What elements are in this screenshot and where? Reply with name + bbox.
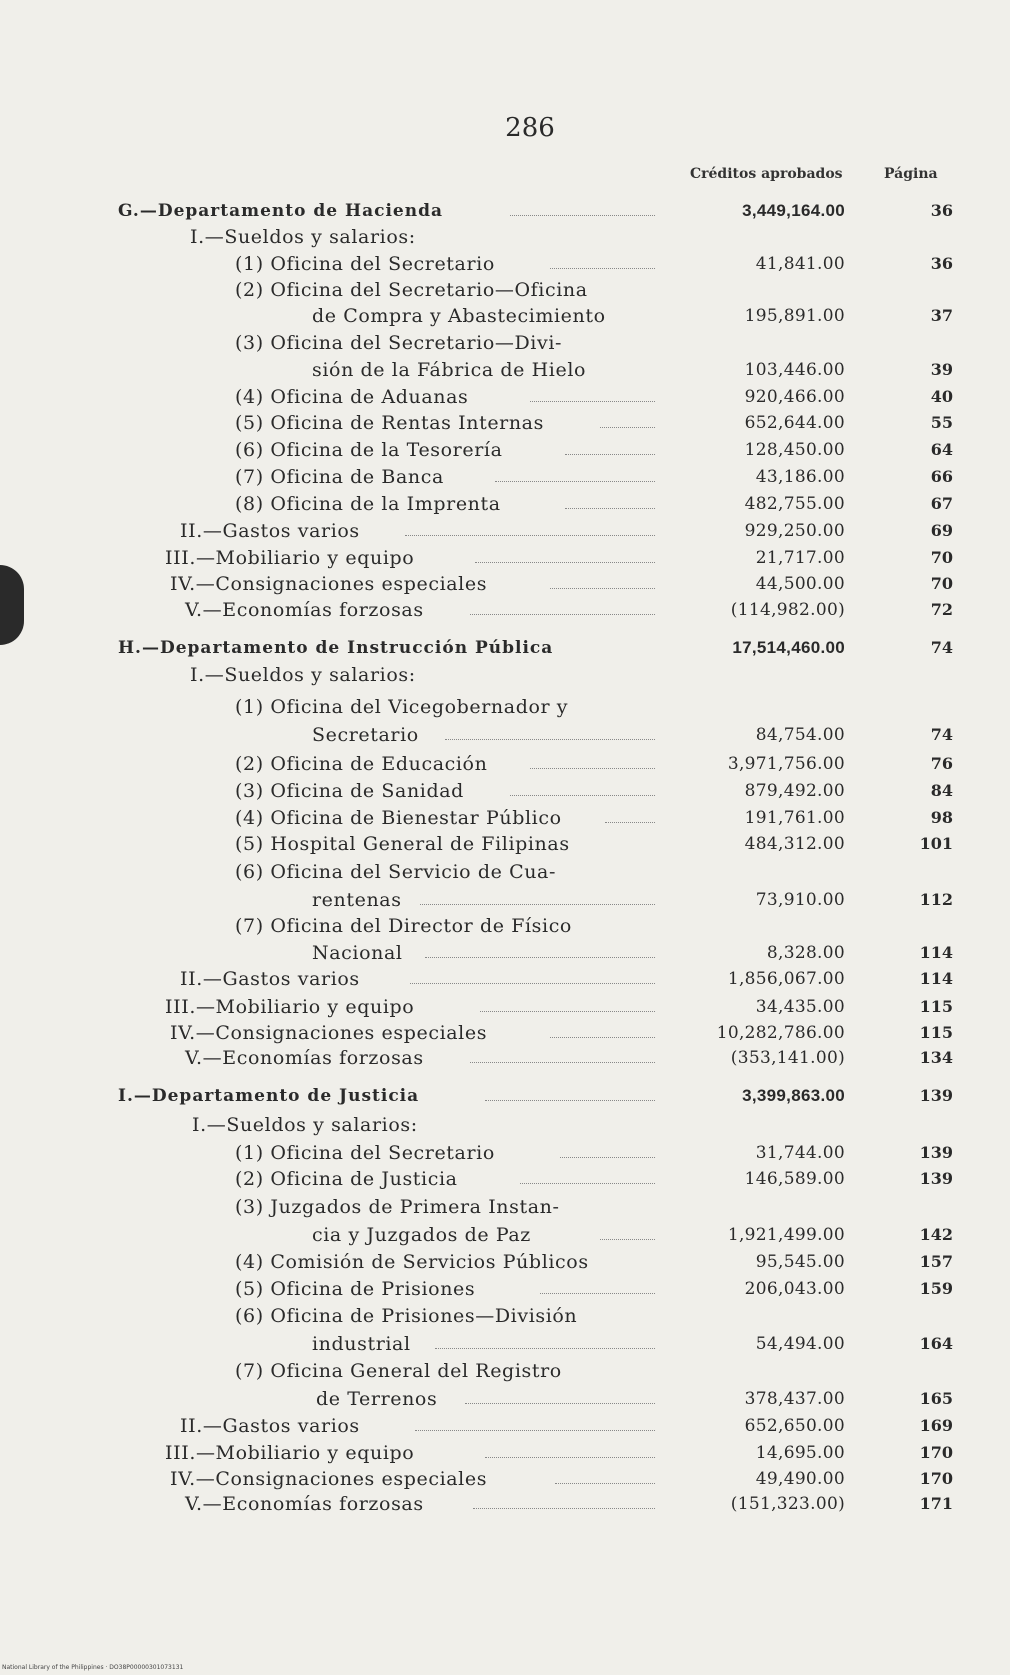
entry-label: II.—Gastos varios — [180, 968, 360, 990]
entry-amount: 1,921,499.00 — [727, 1225, 845, 1245]
entry-label: (4) Oficina de Bienestar Público — [235, 807, 562, 829]
dot-leader — [470, 1062, 655, 1063]
entry-row — [0, 571, 1010, 597]
credits-column-header: Créditos aprobados — [690, 166, 843, 182]
entry-amount: 1,856,067.00 — [727, 969, 845, 989]
entry-row — [0, 224, 1010, 250]
entry-label: IV.—Consignaciones especiales — [170, 1022, 488, 1044]
department-row — [0, 198, 1010, 224]
entry-amount: 31,744.00 — [755, 1143, 845, 1163]
entry-row — [0, 1140, 1010, 1166]
entry-label: V.—Economías forzosas — [185, 1047, 424, 1069]
entry-label: de Compra y Abastecimiento — [312, 305, 606, 327]
entry-page: 36 — [930, 254, 953, 273]
entry-label: (7) Oficina General del Registro — [235, 1360, 562, 1382]
entry-page: 164 — [919, 1334, 953, 1353]
entry-label: (3) Juzgados de Primera Instan- — [235, 1196, 560, 1218]
entry-page: 114 — [919, 943, 953, 962]
entry-label: (6) Oficina del Servicio de Cua- — [235, 861, 557, 883]
entry-label: (5) Hospital General de Filipinas — [235, 833, 570, 855]
entry-page: 115 — [919, 1023, 953, 1042]
department-row — [0, 635, 1010, 661]
entry-page: 134 — [919, 1048, 953, 1067]
entry-amount: 146,589.00 — [744, 1169, 845, 1189]
entry-amount: 378,437.00 — [744, 1389, 845, 1409]
entry-amount: 73,910.00 — [755, 890, 845, 910]
dot-leader — [550, 588, 655, 589]
entry-label: (8) Oficina de la Imprenta — [235, 493, 501, 515]
entry-page: 37 — [930, 306, 953, 325]
entry-row — [0, 913, 1010, 939]
entry-label: (4) Comisión de Servicios Públicos — [235, 1251, 589, 1273]
entry-row — [0, 751, 1010, 777]
entry-row — [0, 887, 1010, 913]
entry-row — [0, 464, 1010, 490]
entry-page: 139 — [919, 1086, 953, 1105]
entry-label: rentenas — [312, 889, 402, 911]
entry-row — [0, 384, 1010, 410]
entry-amount: (114,982.00) — [730, 600, 845, 620]
entry-label: I.—Sueldos y salarios: — [192, 1114, 418, 1136]
entry-page: 170 — [919, 1469, 953, 1488]
entry-label: V.—Economías forzosas — [185, 1493, 424, 1515]
entry-page: 169 — [919, 1416, 953, 1435]
entry-row — [0, 1303, 1010, 1329]
entry-page: 114 — [919, 969, 953, 988]
entry-page: 84 — [930, 781, 953, 800]
entry-amount: 652,644.00 — [744, 413, 845, 433]
entry-page: 39 — [930, 360, 953, 379]
dot-leader — [485, 1100, 655, 1101]
dot-leader — [405, 535, 655, 536]
entry-row — [0, 859, 1010, 885]
entry-row — [0, 1358, 1010, 1384]
entry-row — [0, 1276, 1010, 1302]
entry-amount: 17,514,460.00 — [732, 638, 845, 657]
entry-amount: 49,490.00 — [755, 1469, 845, 1489]
entry-row — [0, 1112, 1010, 1138]
scan-footer: National Library of the Philippines · DO38P00000301073131 — [2, 1664, 184, 1671]
entry-row — [0, 1413, 1010, 1439]
entry-row — [0, 357, 1010, 383]
dot-leader — [470, 614, 655, 615]
dot-leader — [415, 1430, 655, 1431]
entry-amount: (151,323.00) — [730, 1494, 845, 1514]
entry-row — [0, 410, 1010, 436]
entry-amount: 484,312.00 — [744, 834, 845, 854]
entry-page: 139 — [919, 1143, 953, 1162]
entry-page: 70 — [930, 548, 953, 567]
entry-row — [0, 1440, 1010, 1466]
entry-label: (7) Oficina de Banca — [235, 466, 444, 488]
dot-leader — [550, 268, 655, 269]
entry-label: IV.—Consignaciones especiales — [170, 573, 488, 595]
entry-label: I.—Sueldos y salarios: — [190, 226, 416, 248]
entry-amount: 191,761.00 — [744, 808, 845, 828]
dot-leader — [565, 508, 655, 509]
entry-label: (4) Oficina de Aduanas — [235, 386, 469, 408]
dot-leader — [540, 1293, 655, 1294]
entry-page: 74 — [930, 725, 953, 744]
entry-page: 165 — [919, 1389, 953, 1408]
entry-row — [0, 518, 1010, 544]
dot-leader — [473, 1508, 655, 1509]
entry-label: (2) Oficina de Justicia — [235, 1168, 458, 1190]
entry-amount: 195,891.00 — [744, 306, 845, 326]
entry-amount: 206,043.00 — [744, 1279, 845, 1299]
entry-row — [0, 330, 1010, 356]
department-row — [0, 1083, 1010, 1109]
entry-amount: 128,450.00 — [744, 440, 845, 460]
dot-leader — [410, 983, 655, 984]
entry-page: 67 — [930, 494, 953, 513]
entry-page: 157 — [919, 1252, 953, 1271]
entry-row — [0, 662, 1010, 688]
entry-amount: 14,695.00 — [755, 1443, 845, 1463]
dot-leader — [530, 401, 655, 402]
entry-label: III.—Mobiliario y equipo — [165, 1442, 415, 1464]
entry-amount: 21,717.00 — [755, 548, 845, 568]
entry-page: 74 — [930, 638, 953, 657]
dot-leader — [495, 481, 655, 482]
dot-leader — [510, 795, 655, 796]
dot-leader — [420, 904, 655, 905]
entry-label: (6) Oficina de la Tesorería — [235, 439, 503, 461]
entry-row — [0, 694, 1010, 720]
entry-row — [0, 940, 1010, 966]
entry-label: (5) Oficina de Prisiones — [235, 1278, 476, 1300]
entry-page: 171 — [919, 1494, 953, 1513]
page-column-header: Página — [884, 166, 938, 182]
entry-amount: 3,399,863.00 — [742, 1086, 845, 1105]
entry-label: III.—Mobiliario y equipo — [165, 996, 415, 1018]
entry-row — [0, 1194, 1010, 1220]
entry-row — [0, 1166, 1010, 1192]
entry-amount: 3,449,164.00 — [742, 201, 845, 220]
entry-label: H.—Departamento de Instrucción Pública — [118, 638, 554, 658]
entry-amount: 482,755.00 — [744, 494, 845, 514]
dot-leader — [445, 739, 655, 740]
entry-page: 40 — [930, 387, 953, 406]
entry-label: II.—Gastos varios — [180, 520, 360, 542]
dot-leader — [435, 1348, 655, 1349]
dot-leader — [465, 1403, 655, 1404]
entry-row — [0, 1249, 1010, 1275]
entry-row — [0, 994, 1010, 1020]
entry-page: 69 — [930, 521, 953, 540]
entry-row — [0, 491, 1010, 517]
dot-leader — [425, 957, 655, 958]
dot-leader — [485, 1457, 655, 1458]
entry-page: 98 — [930, 808, 953, 827]
entry-label: Nacional — [312, 942, 403, 964]
entry-page: 112 — [919, 890, 953, 909]
entry-row — [0, 597, 1010, 623]
dot-leader — [520, 1183, 655, 1184]
dot-leader — [600, 427, 655, 428]
entry-amount: 8,328.00 — [766, 943, 845, 963]
entry-amount: 44,500.00 — [755, 574, 845, 594]
entry-label: (1) Oficina del Secretario — [235, 1142, 495, 1164]
entry-amount: 54,494.00 — [755, 1334, 845, 1354]
entry-label: (2) Oficina de Educación — [235, 753, 488, 775]
entry-label: II.—Gastos varios — [180, 1415, 360, 1437]
entry-row — [0, 437, 1010, 463]
entry-label: de Terrenos — [316, 1388, 438, 1410]
entry-amount: 41,841.00 — [755, 254, 845, 274]
entry-amount: 920,466.00 — [744, 387, 845, 407]
dot-leader — [560, 1157, 655, 1158]
entry-row — [0, 722, 1010, 748]
entry-label: (5) Oficina de Rentas Internas — [235, 412, 544, 434]
dot-leader — [600, 1239, 655, 1240]
dot-leader — [605, 822, 655, 823]
entry-amount: 103,446.00 — [744, 360, 845, 380]
entry-page: 64 — [930, 440, 953, 459]
entry-row — [0, 966, 1010, 992]
entry-label: (3) Oficina de Sanidad — [235, 780, 464, 802]
entry-label: cia y Juzgados de Paz — [312, 1224, 531, 1246]
entry-row — [0, 1020, 1010, 1046]
dot-leader — [530, 768, 655, 769]
dot-leader — [555, 1483, 655, 1484]
entry-label: Secretario — [312, 724, 419, 746]
entry-row — [0, 1331, 1010, 1357]
entry-label: I.—Departamento de Justicia — [118, 1086, 420, 1106]
entry-label: (1) Oficina del Secretario — [235, 253, 495, 275]
dot-leader — [510, 215, 655, 216]
entry-amount: 879,492.00 — [744, 781, 845, 801]
entry-row — [0, 1466, 1010, 1492]
entry-label: G.—Departamento de Hacienda — [118, 201, 443, 221]
entry-amount: 43,186.00 — [755, 467, 845, 487]
dot-leader — [480, 1011, 655, 1012]
entry-amount: (353,141.00) — [730, 1048, 845, 1068]
entry-amount: 652,650.00 — [744, 1416, 845, 1436]
entry-page: 66 — [930, 467, 953, 486]
entry-page: 72 — [930, 600, 953, 619]
entry-row — [0, 277, 1010, 303]
entry-label: (1) Oficina del Vicegobernador y — [235, 696, 569, 718]
entry-row — [0, 1491, 1010, 1517]
entry-label: III.—Mobiliario y equipo — [165, 547, 415, 569]
entry-row — [0, 1386, 1010, 1412]
entry-page: 76 — [930, 754, 953, 773]
entry-label: (6) Oficina de Prisiones—División — [235, 1305, 578, 1327]
entry-label: V.—Economías forzosas — [185, 599, 424, 621]
dot-leader — [475, 562, 655, 563]
entry-page: 115 — [919, 997, 953, 1016]
entry-page: 55 — [930, 413, 953, 432]
entry-page: 170 — [919, 1443, 953, 1462]
dot-leader — [550, 1037, 655, 1038]
entry-page: 139 — [919, 1169, 953, 1188]
entry-label: (2) Oficina del Secretario—Oficina — [235, 279, 588, 301]
entry-page: 159 — [919, 1279, 953, 1298]
entry-row — [0, 778, 1010, 804]
entry-label: (3) Oficina del Secretario—Divi- — [235, 332, 563, 354]
entry-row — [0, 303, 1010, 329]
entry-amount: 929,250.00 — [744, 521, 845, 541]
entry-label: I.—Sueldos y salarios: — [190, 664, 416, 686]
entry-row — [0, 251, 1010, 277]
entry-row — [0, 545, 1010, 571]
entry-label: (7) Oficina del Director de Físico — [235, 915, 572, 937]
entry-amount: 3,971,756.00 — [727, 754, 845, 774]
entry-label: industrial — [312, 1333, 411, 1355]
entry-page: 101 — [919, 834, 953, 853]
entry-amount: 34,435.00 — [755, 997, 845, 1017]
entry-label: IV.—Consignaciones especiales — [170, 1468, 488, 1490]
entry-amount: 95,545.00 — [755, 1252, 845, 1272]
dot-leader — [565, 454, 655, 455]
entry-row — [0, 1045, 1010, 1071]
entry-page: 142 — [919, 1225, 953, 1244]
page-number: 286 — [505, 113, 555, 143]
entry-label: sión de la Fábrica de Hielo — [312, 359, 587, 381]
entry-page: 36 — [930, 201, 953, 220]
entry-row — [0, 1222, 1010, 1248]
entry-row — [0, 805, 1010, 831]
entry-row — [0, 831, 1010, 857]
entry-amount: 84,754.00 — [755, 725, 845, 745]
entry-page: 70 — [930, 574, 953, 593]
entry-amount: 10,282,786.00 — [716, 1023, 845, 1043]
